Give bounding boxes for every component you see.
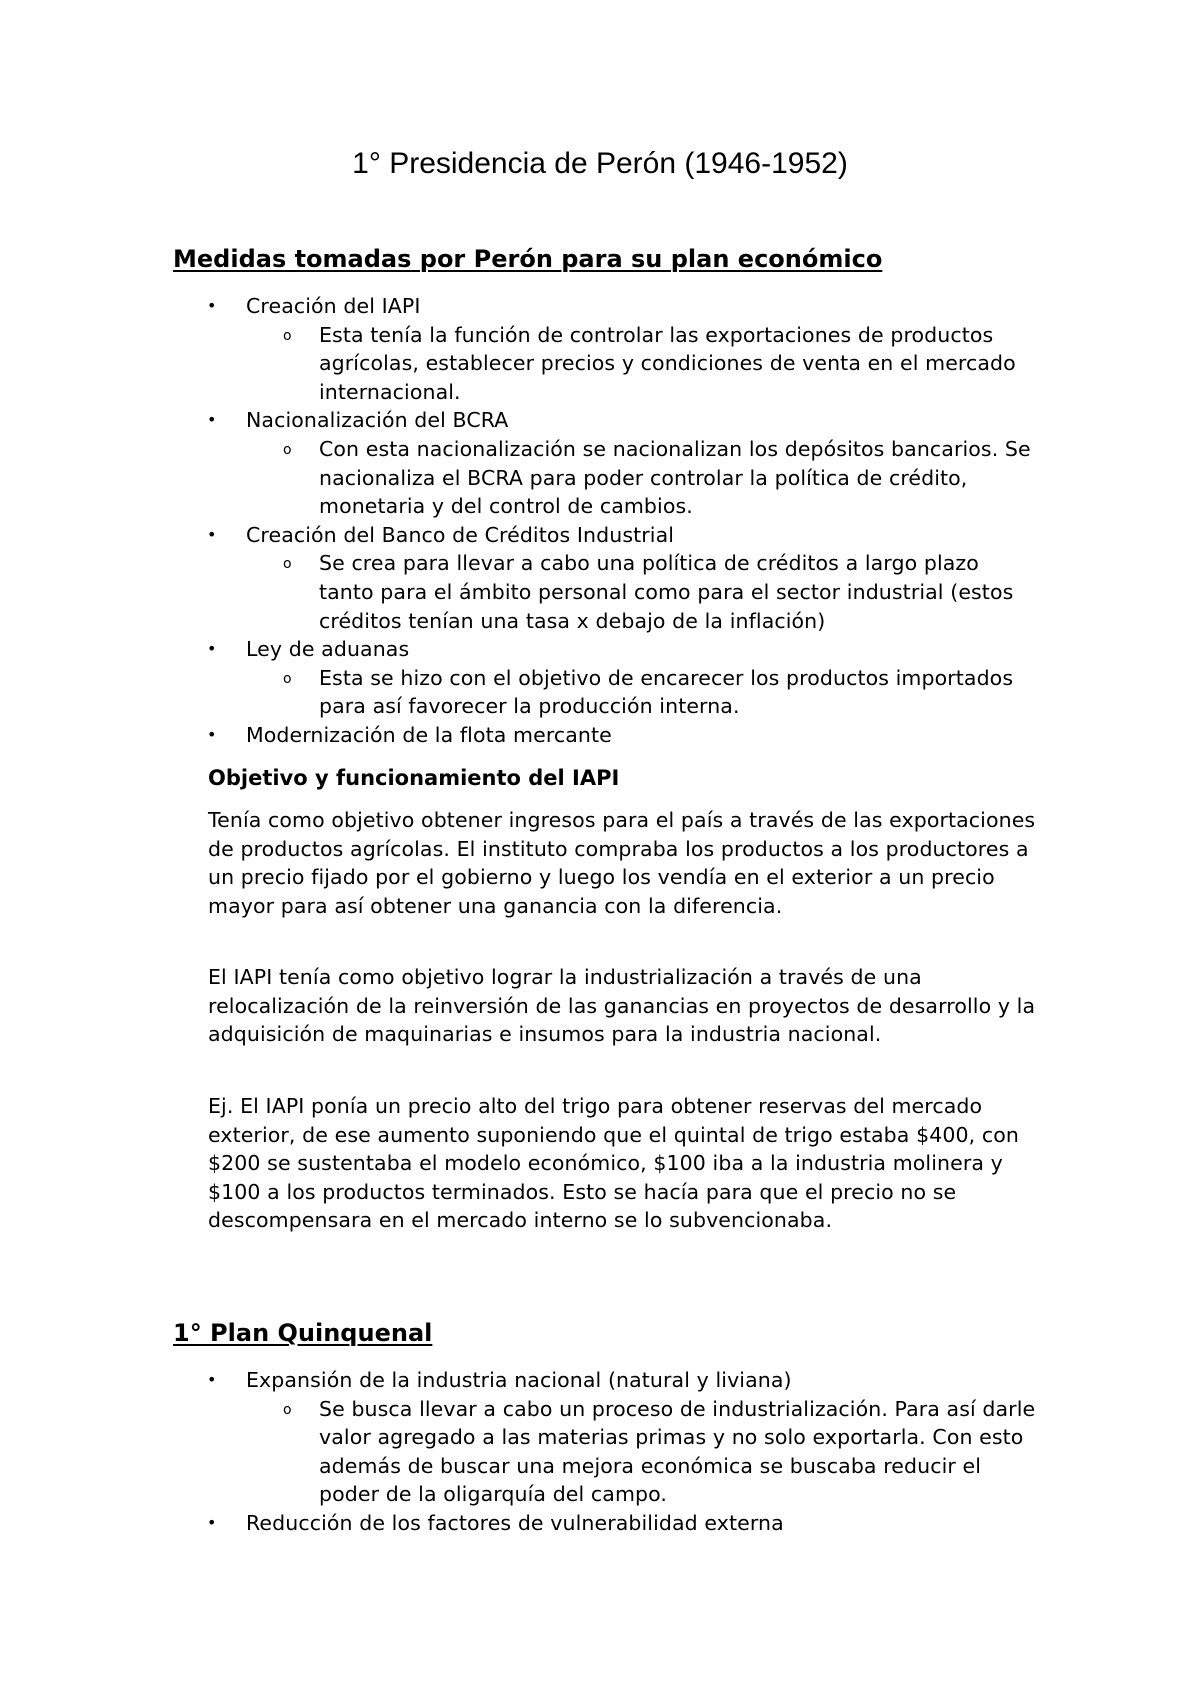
- circle-bullet-icon: o: [283, 670, 292, 687]
- bullet-icon: •: [207, 1512, 217, 1532]
- sub-list-item-text: Se crea para llevar a cabo una política de créditos a largo plazo tanto para el ámbito personal como para el sector industrial (estos créditos tenían una tasa x debajo de la inflación): [319, 551, 1014, 633]
- list-item: [0, 521, 1046, 550]
- list-item: [0, 721, 1046, 750]
- paragraph-iapi-industrializacion: El IAPI tenía como objetivo lograr la industrialización a través de una relocalización de la reinversión de las ganancias en proyectos de desarrollo y la adquisición de maquinarias e insumos para la industria nacional.: [208, 965, 1036, 1047]
- circle-bullet-icon: o: [283, 1401, 292, 1418]
- medidas-list: [0, 292, 1200, 750]
- document-title: 1° Presidencia de Perón (1946-1952): [352, 147, 848, 180]
- list-item-label: Reducción de los factores de vulnerabilidad externa: [246, 1510, 784, 1535]
- list-item: [0, 635, 1046, 664]
- list-item: [0, 292, 1046, 321]
- bullet-icon: •: [207, 724, 217, 744]
- bullet-icon: •: [207, 1370, 217, 1389]
- section-heading-plan-economico: Medidas tomadas por Perón para su plan económico: [173, 245, 883, 273]
- bullet-icon: •: [207, 296, 217, 315]
- circle-bullet-icon: o: [283, 441, 292, 458]
- list-item-label: Ley de aduanas: [246, 637, 410, 662]
- sub-list-item: [0, 549, 1039, 635]
- bullet-icon: •: [207, 524, 217, 544]
- sub-list-item: [0, 1395, 1039, 1509]
- paragraph-iapi-objetivo: Tenía como objetivo obtener ingresos para el país a través de las exportaciones de productos agrícolas. El instituto compraba los productos a los productores a un precio fijado por el gobierno y luego los vendía en el exterior a un precio mayor para así obtener una ganancia con la diferencia.: [208, 808, 1036, 918]
- subheading-iapi: Objetivo y funcionamiento del IAPI: [208, 766, 620, 790]
- circle-bullet-icon: o: [283, 556, 292, 573]
- list-item-label: Creación del Banco de Créditos Industrial: [246, 522, 675, 547]
- paragraph-iapi-ejemplo: Ej. El IAPI ponía un precio alto del trigo para obtener reservas del mercado exterior, de ese aumento suponiendo que el quintal de trigo estaba $400, con $200 se sustentaba el modelo económico, $100 iba a la industria molinera y $100 a los productos terminados. Esto se hacía para que el precio no se descompensara en el mercado interno se lo subvencionaba.: [208, 1094, 1019, 1233]
- circle-bullet-icon: o: [283, 327, 292, 344]
- plan-quinquenal-list: [0, 1366, 1200, 1538]
- list-item: [0, 406, 1046, 435]
- list-item-label: Nacionalización del BCRA: [246, 408, 509, 433]
- section-heading-plan-quinquenal: 1° Plan Quinquenal: [173, 1319, 433, 1347]
- bullet-icon: •: [207, 639, 217, 659]
- sub-list-item: [0, 664, 1039, 721]
- sub-list-item-text: Esta tenía la función de controlar las exportaciones de productos agrícolas, establecer precios y condiciones de venta en el mercado internacional.: [319, 322, 1016, 404]
- list-item-label: Expansión de la industria nacional (natural y liviana): [246, 1368, 792, 1392]
- sub-list-item-text: Se busca llevar a cabo un proceso de industrialización. Para así darle valor agregado a las materias primas y no solo exportarla. Con esto además de buscar una mejora económica se buscaba reducir el poder de la oligarquía del campo.: [319, 1396, 1036, 1507]
- list-item-label: Creación del IAPI: [246, 294, 421, 318]
- sub-list-item: [0, 435, 1039, 521]
- sub-list-item-text: Esta se hizo con el objetivo de encarecer los productos importados para así favorecer la producción interna.: [319, 665, 1014, 719]
- bullet-icon: •: [207, 410, 217, 430]
- sub-list-item-text: Con esta nacionalización se nacionalizan los depósitos bancarios. Se nacionaliza el BCRA para poder controlar la política de crédito, monetaria y del control de cambios.: [319, 436, 1031, 519]
- list-item: [0, 1366, 1046, 1395]
- sub-list-item: [0, 321, 1039, 407]
- list-item: [0, 1509, 1046, 1538]
- list-item-label: Modernización de la flota mercante: [246, 722, 612, 747]
